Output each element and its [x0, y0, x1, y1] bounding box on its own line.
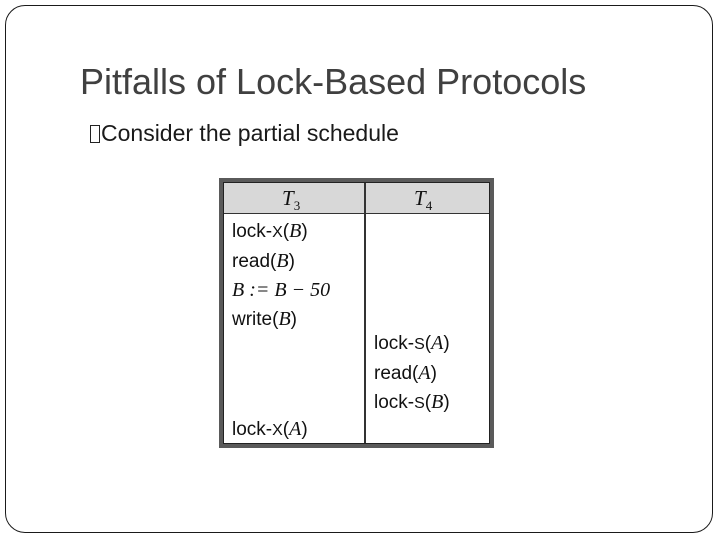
t3-op-lock-x-a: lock-X(A)	[232, 418, 308, 440]
column-divider	[364, 183, 366, 443]
t3-op-lock-x-b: lock-X(B)	[232, 220, 308, 242]
t4-op-lock-s-a: lock-S(A)	[374, 332, 450, 354]
t3-op-read-b: read(B)	[232, 250, 295, 272]
t4-operations	[374, 329, 484, 418]
bullet-item	[90, 118, 399, 148]
schedule-table	[219, 178, 494, 448]
t3-op-assign-b: B := B − 50	[232, 279, 331, 301]
column-header-t4: $T_4$	[414, 186, 433, 214]
t3-operations	[232, 217, 362, 334]
t4-op-read-a: read(A)	[374, 362, 437, 384]
column-header-t3: $T_3$	[282, 186, 301, 214]
slide-title: Pitfalls of Lock-Based Protocols	[80, 61, 587, 102]
schedule-body	[223, 182, 490, 444]
bullet-glyph-icon	[90, 125, 100, 143]
t3-op-write-b: write(B)	[232, 308, 297, 330]
t4-op-lock-s-b: lock-S(B)	[374, 391, 450, 413]
bullet-text: Consider the partial schedule	[101, 120, 399, 146]
schedule-header	[224, 183, 489, 214]
